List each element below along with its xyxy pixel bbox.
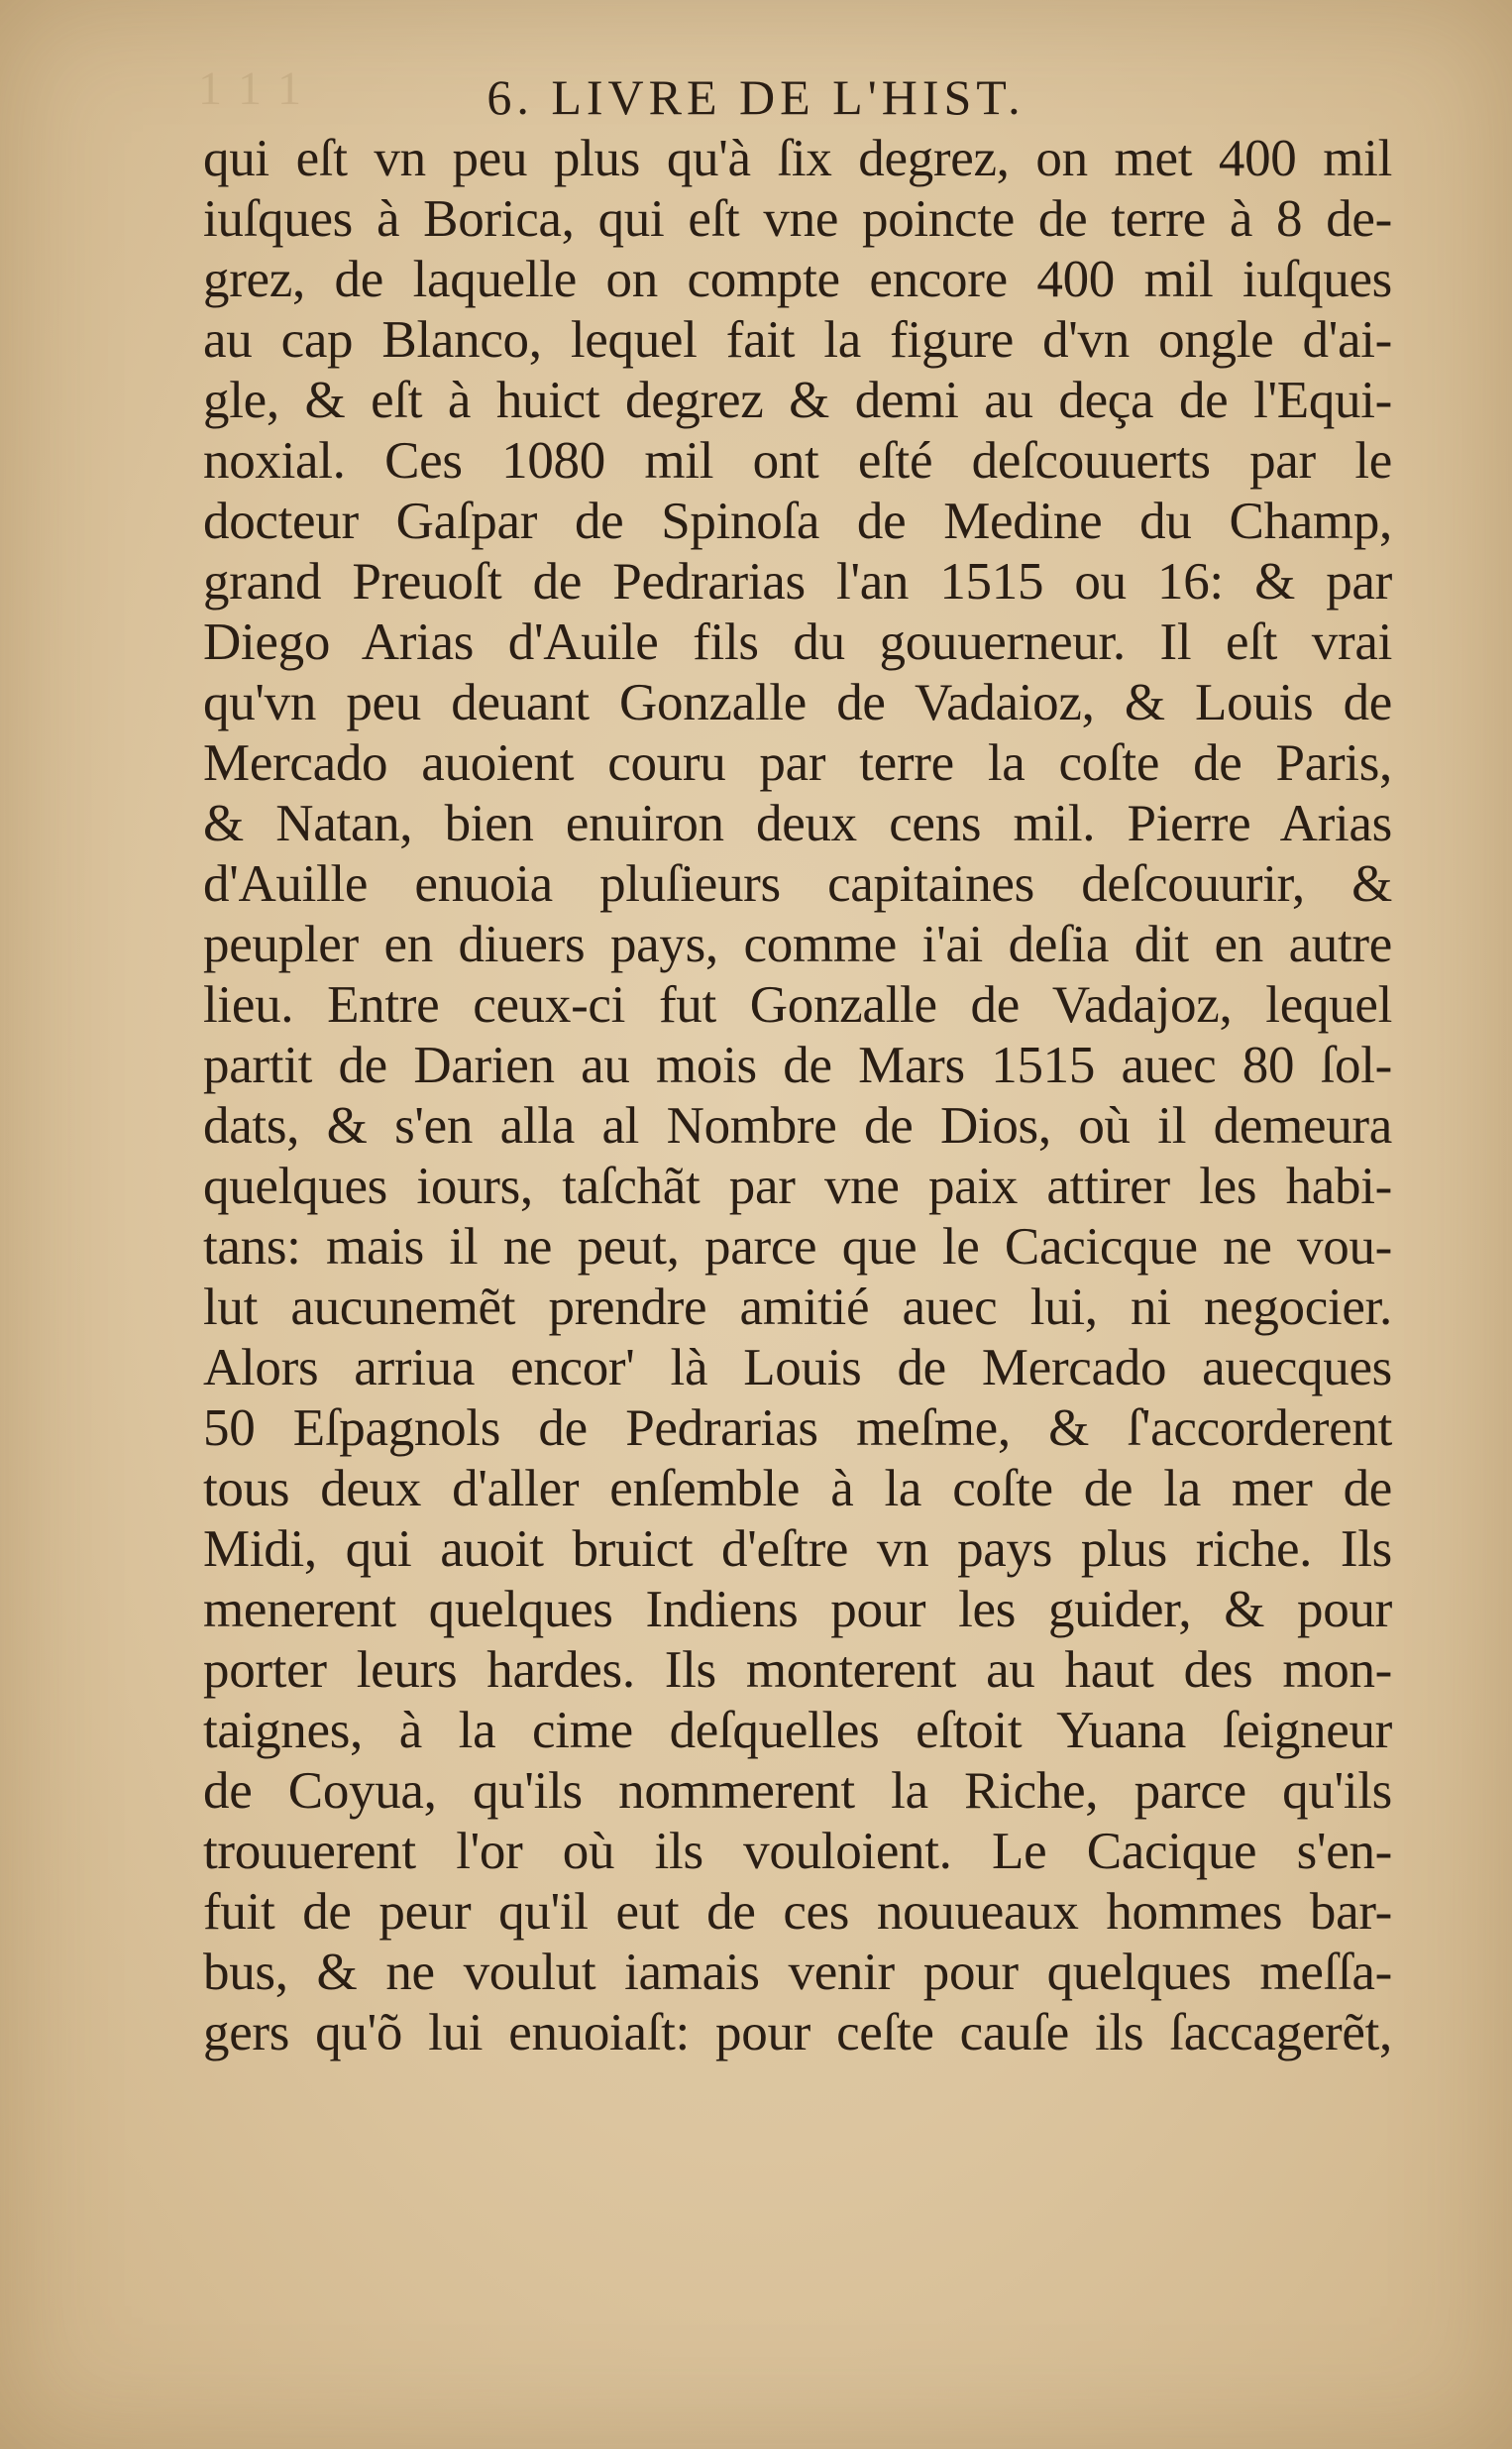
- text-line: lut aucunemẽt prendre amitié auec lui, ni negocier.: [203, 1279, 1392, 1336]
- text-line: qu'vn peu deuant Gonzalle de Vadaioz, & Louis de: [203, 674, 1392, 731]
- text-line: dats, & s'en alla al Nombre de Dios, où il demeura: [203, 1097, 1392, 1155]
- text-line: Alors arriua encor' là Louis de Mercado auecques: [203, 1339, 1392, 1396]
- text-line: qui eſt vn peu plus qu'à ſix degrez, on met 400 mil: [203, 130, 1392, 187]
- text-line: grez, de laquelle on compte encore 400 mil iuſques: [203, 251, 1392, 308]
- text-line: de Coyua, qu'ils nommerent la Riche, parce qu'ils: [203, 1762, 1392, 1820]
- text-line: Midi, qui auoit bruict d'eſtre vn pays plus riche. Ils: [203, 1520, 1392, 1578]
- show-through-text: 1 1 1: [198, 62, 303, 115]
- text-line: partit de Darien au mois de Mars 1515 auec 80 ſol-: [203, 1037, 1392, 1094]
- text-line: lieu. Entre ceux-ci fut Gonzalle de Vadajoz, lequel: [203, 976, 1392, 1034]
- body-text: [203, 129, 1392, 2063]
- text-line: docteur Gaſpar de Spinoſa de Medine du Champ,: [203, 493, 1392, 550]
- text-line: tous deux d'aller enſemble à la coſte de la mer de: [203, 1460, 1392, 1517]
- text-line: 50 Eſpagnols de Pedrarias meſme, & ſ'accorderent: [203, 1399, 1392, 1457]
- text-line: gers qu'õ lui enuoiaſt: pour ceſte cauſe ils ſaccagerẽt,: [203, 2004, 1392, 2061]
- text-line: d'Auille enuoia pluſieurs capitaines deſcouurir, &: [203, 855, 1392, 913]
- text-line: quelques iours, taſchãt par vne paix attirer les habi-: [203, 1158, 1392, 1215]
- text-line: trouuerent l'or où ils vouloient. Le Cacique s'en-: [203, 1823, 1392, 1880]
- text-line: bus, & ne voulut iamais venir pour quelques meſſa-: [203, 1944, 1392, 2001]
- text-line: grand Preuoſt de Pedrarias l'an 1515 ou 16: & par: [203, 553, 1392, 611]
- text-line: fuit de peur qu'il eut de ces nouueaux hommes bar-: [203, 1883, 1392, 1941]
- text-line: iuſques à Borica, qui eſt vne poincte de terre à 8 de-: [203, 190, 1392, 248]
- text-line: noxial. Ces 1080 mil ont eſté deſcouuerts par le: [203, 432, 1392, 490]
- text-line: au cap Blanco, lequel fait la figure d'vn ongle d'ai-: [203, 311, 1392, 369]
- text-line: tans: mais il ne peut, parce que le Cacicque ne vou-: [203, 1218, 1392, 1276]
- running-header: 6. LIVRE DE L'HIST.: [486, 69, 1026, 125]
- text-line: gle, & eſt à huict degrez & demi au deça de l'Equi-: [203, 372, 1392, 429]
- text-line: peupler en diuers pays, comme i'ai deſia dit en autre: [203, 916, 1392, 973]
- text-line: menerent quelques Indiens pour les guider, & pour: [203, 1581, 1392, 1638]
- text-line: porter leurs hardes. Ils monterent au haut des mon-: [203, 1641, 1392, 1699]
- text-line: & Natan, bien enuiron deux cens mil. Pierre Arias: [203, 795, 1392, 852]
- text-line: Mercado auoient couru par terre la coſte de Paris,: [203, 734, 1392, 792]
- text-line: taignes, à la cime deſquelles eſtoit Yuana ſeigneur: [203, 1702, 1392, 1759]
- text-line: Diego Arias d'Auile fils du gouuerneur. Il eſt vrai: [203, 613, 1392, 671]
